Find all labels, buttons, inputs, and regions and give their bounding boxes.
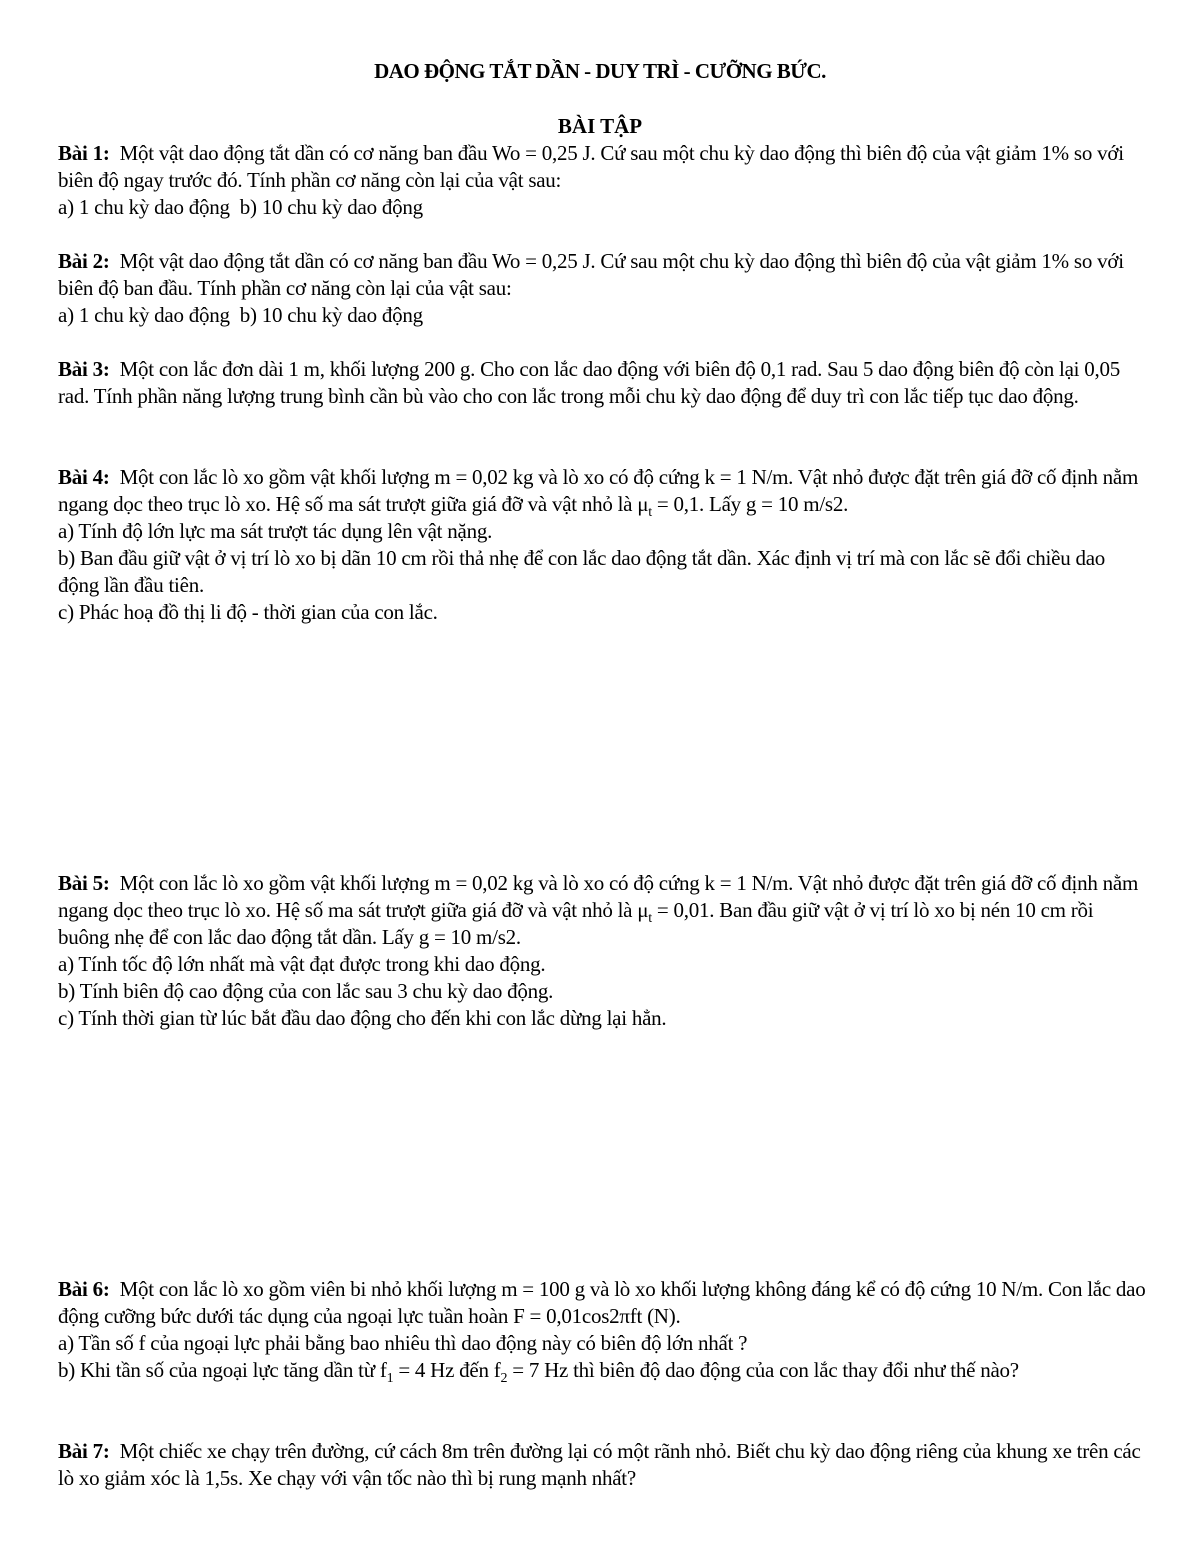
problem-5-line-b: b) Tính biên độ cao động của con lắc sau 3 chu kỳ dao động. (58, 979, 554, 1003)
problem-6-label: Bài 6: (58, 1277, 110, 1301)
problem-3-label: Bài 3: (58, 357, 110, 381)
problem-4-line-c: c) Phác hoạ đồ thị li độ - thời gian của con lắc. (58, 600, 438, 624)
problem-1 (58, 140, 1148, 221)
problem-3-text: Một con lắc đơn dài 1 m, khối lượng 200 g. Cho con lắc dao động với biên độ 0,1 rad. Sau 5 dao động biên độ còn lại 0,05 rad. Tính phần năng lượng trung bình cần bù vào cho con lắc trong mỗi chu kỳ dao động để duy trì con lắc tiếp tục dao động. (58, 357, 1120, 408)
problem-6-line-b (58, 1357, 1148, 1387)
problem-1-line-a: a) 1 chu kỳ dao động b) 10 chu kỳ dao động (58, 195, 423, 219)
problem-5-mu-subscript: t (648, 911, 652, 927)
problem-1-text: Một vật dao động tắt dần có cơ năng ban đầu Wo = 0,25 J. Cứ sau một chu kỳ dao động thì biên độ của vật giảm 1% so với biên độ ngay trước đó. Tính phần cơ năng còn lại của vật sau: (58, 141, 1124, 192)
problem-4-line-a: a) Tính độ lớn lực ma sát trượt tác dụng lên vật nặng. (58, 519, 493, 543)
problem-2-statement (58, 248, 1148, 302)
problem-6-text: Một con lắc lò xo gồm viên bi nhỏ khối lượng m = 100 g và lò xo khối lượng không đáng kể có độ cứng 10 N/m. Con lắc dao động cưỡng bức dưới tác dụng của ngoại lực tuần hoàn F = 0,01cos2πft (N). (58, 1277, 1146, 1328)
problem-4-mu-subscript: t (648, 505, 652, 521)
problem-6-line-a: a) Tần số f của ngoại lực phải bằng bao nhiêu thì dao động này có biên độ lớn nhất ? (58, 1331, 748, 1355)
problem-6-f2-subscript: 2 (500, 1371, 508, 1387)
problem-4 (58, 464, 1148, 626)
section-heading: BÀI TẬP (557, 114, 643, 138)
problem-5-label: Bài 5: (58, 871, 110, 895)
problem-2-label: Bài 2: (58, 249, 110, 273)
problem-6-line-b-part1: b) Khi tần số của ngoại lực tăng dần từ f (58, 1358, 387, 1382)
problem-1-label: Bài 1: (58, 141, 110, 165)
problem-7-statement (58, 1438, 1148, 1492)
problem-7-label: Bài 7: (58, 1439, 110, 1463)
problem-5-line-c: c) Tính thời gian từ lúc bắt đầu dao động cho đến khi con lắc dừng lại hẳn. (58, 1006, 667, 1030)
problem-2-text: Một vật dao động tắt dần có cơ năng ban đầu Wo = 0,25 J. Cứ sau một chu kỳ dao động thì biên độ của vật giảm 1% so với biên độ ban đầu. Tính phần cơ năng còn lại của vật sau: (58, 249, 1124, 300)
problem-6-f1-subscript: 1 (386, 1371, 394, 1387)
problem-4-label: Bài 4: (58, 465, 110, 489)
problem-6-line-b-part3: = 7 Hz thì biên độ dao động của con lắc thay đổi như thế nào? (507, 1358, 1019, 1382)
problem-7-text: Một chiếc xe chạy trên đường, cứ cách 8m trên đường lại có một rãnh nhỏ. Biết chu kỳ dao động riêng của khung xe trên các lò xo giảm xóc là 1,5s. Xe chạy với vận tốc nào thì bị rung mạnh nhất? (58, 1439, 1141, 1490)
problem-3 (58, 356, 1148, 410)
problem-4-statement (58, 464, 1148, 521)
problem-1-statement (58, 140, 1148, 194)
problem-6 (58, 1276, 1148, 1387)
problem-2-line-a: a) 1 chu kỳ dao động b) 10 chu kỳ dao động (58, 303, 423, 327)
problem-5 (58, 870, 1148, 1032)
problem-4-line-b: b) Ban đầu giữ vật ở vị trí lò xo bị dãn 10 cm rồi thả nhẹ để con lắc dao động tắt dần. Xác định vị trí mà con lắc sẽ đổi chiều dao động lần đầu tiên. (58, 546, 1106, 597)
problem-5-text-end: = 0,01. Ban đầu giữ vật ở vị trí lò xo bị nén 10 cm rồi buông nhẹ để con lắc dao động tắt dần. Lấy g = 10 m/s2. (58, 898, 1094, 949)
problem-3-statement (58, 356, 1148, 410)
problem-5-statement (58, 870, 1148, 951)
problem-2 (58, 248, 1148, 329)
problem-6-statement (58, 1276, 1148, 1330)
page-title: DAO ĐỘNG TẮT DẦN - DUY TRÌ - CƯỠNG BỨC. (374, 59, 826, 83)
problem-4-text: Một con lắc lò xo gồm vật khối lượng m = 0,02 kg và lò xo có độ cứng k = 1 N/m. Vật nhỏ được đặt trên giá đỡ cố định nằm ngang dọc theo trục lò xo. Hệ số ma sát trượt giữa giá đỡ và vật nhỏ là μ (58, 465, 1139, 516)
problem-5-text: Một con lắc lò xo gồm vật khối lượng m = 0,02 kg và lò xo có độ cứng k = 1 N/m. Vật nhỏ được đặt trên giá đỡ cố định nằm ngang dọc theo trục lò xo. Hệ số ma sát trượt giữa giá đỡ và vật nhỏ là μ (58, 871, 1139, 922)
problem-6-line-b-part2: = 4 Hz đến f (393, 1358, 501, 1382)
problem-5-line-a: a) Tính tốc độ lớn nhất mà vật đạt được trong khi dao động. (58, 952, 546, 976)
problem-4-text-end: = 0,1. Lấy g = 10 m/s2. (651, 492, 849, 516)
problem-7 (58, 1438, 1148, 1492)
